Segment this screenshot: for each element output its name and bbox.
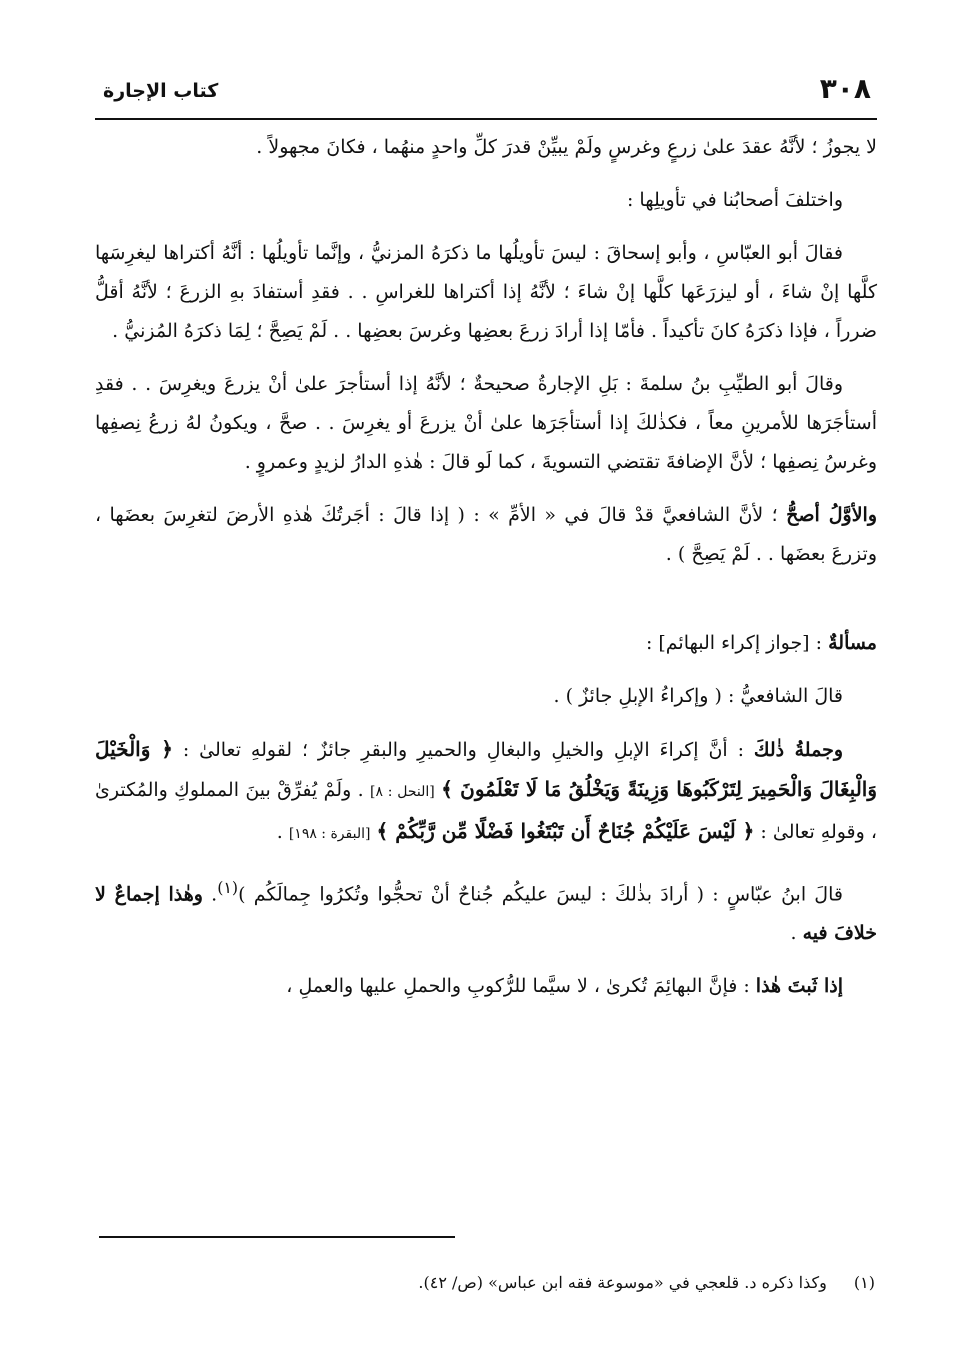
section-gap bbox=[95, 588, 877, 624]
masala-heading bbox=[95, 624, 877, 663]
footnote-text: وكذا ذكره د. قلعجي في «موسوعة فقه ابن عباس» (ص/ ٤٢). bbox=[418, 1273, 827, 1292]
masala-paragraph-2-cont: . ولَمْ يُفرِّقْ بينَ المملوكِ والمُكترىٰ ، وقولهِ تعالىٰ : bbox=[95, 779, 877, 843]
quran-verse-2: ﴿ لَيْسَ عَلَيْكُمْ جُنَاحٌ أَن تَبْتَغُوا فَضْلًا مِّن رَّبِّكُمْ ﴾ bbox=[376, 819, 755, 843]
consensus-end: . bbox=[790, 922, 803, 945]
verse-1-reference: [النحل : ٨] bbox=[370, 784, 435, 800]
paragraph-2: واختلفَ أصحابُنا في تأويلِها : bbox=[626, 189, 843, 211]
paragraph-3: فقالَ أبو العبّاسِ ، وأبو إسحاقَ : ليسَ تأويلُها ما ذكرَهُ المزنيُّ ، وإنَّما تأويلُها : أنَّهُ أكتراها ليغرِسَها كلَّها إنْ شاءَ ، أو ليزرَعَها كلَّها إنْ شاءَ ؛ لأنَّهُ إذا أكتراها للغراسِ . . فقدِ أستفادَ بهِ الزرعَ ؛ لأنَّهُ أقلُّ ضرراً ، فإذا ذكرَهُ كانَ تأكيداً . فأمّا إذا أرادَ زرعَ بعضِها وغرسَ بعضِها . . لَمْ يَصِحَّ ؛ لِمَا ذكرَهُ المُزنيُّ . bbox=[95, 242, 877, 342]
masala-paragraph-1: قالَ الشافعيُّ : ( وإكراءُ الإبلِ جائزٌ ) . bbox=[553, 685, 843, 707]
quran-verse-1: ﴿ وَالْخَيْلَ وَالْبِغَالَ وَالْحَمِيرَ لِتَرْكَبُوهَا وَزِينَةً وَيَخْلُقُ مَا لَا تَعْلَمُونَ ﴾ bbox=[95, 737, 878, 801]
page-header bbox=[95, 72, 877, 114]
paragraph-5-text: ؛ لأنَّ الشافعيَّ قدْ قالَ في « الأمِّ » : ( إذا قالَ : أجَرتُكَ هٰذهِ الأرضَ لتغرِسَ بعضَها ، وتزرعَ بعضَها . . لَمْ يَصِحَّ ) . bbox=[95, 504, 877, 565]
masala-paragraph-4-text: : فإنَّ البهائِمَ تُكرىٰ ، لا سيَّما للرُّكوبِ والحملِ عليها والعملِ ، bbox=[286, 975, 756, 998]
paragraph-1: لا يجوزُ ؛ لأنَّهُ عقدَ علىٰ زرعٍ وغرسٍ ولَمْ يبيِّنْ قدرَ كلِّ واحدٍ منهُما ، فكانَ مجهولاً . bbox=[256, 136, 877, 158]
header-rule bbox=[95, 118, 877, 120]
footnote bbox=[95, 1270, 875, 1296]
masala-paragraph-4-lead: إذا ثَبتَ هٰذا bbox=[755, 975, 843, 998]
ibn-abbas-quote: قالَ ابنُ عبّاسٍ : ( أرادَ بذٰلكَ : ليسَ عليكُم جُناحٌ أنْ تحجُّوا وتُكرُوا جِمالَكُم ) bbox=[238, 883, 843, 906]
masala-label: مسألةٌ bbox=[828, 632, 877, 654]
masala-paragraph-2-text: : أنَّ إكراءَ الإبلِ والخيلِ والبغالِ والحميرِ والبقرِ جائزٌ ؛ لقولهِ تعالىٰ : bbox=[182, 739, 754, 761]
masala-title: : [جواز إكراء البهائم] : bbox=[645, 632, 829, 654]
consensus-statement: وهٰذا إجماعٌ لا خلافَ فيه bbox=[95, 883, 877, 945]
masala-paragraph-3 bbox=[95, 868, 877, 953]
quote-end: . bbox=[211, 883, 218, 906]
running-title: كتاب الإجارة bbox=[103, 80, 219, 102]
masala-paragraph-4 bbox=[95, 967, 877, 1006]
footnote-rule bbox=[99, 1236, 455, 1238]
page-number: ٣٠٨ bbox=[819, 72, 871, 105]
verse-2-reference: [البقرة : ١٩٨] bbox=[288, 826, 371, 842]
paragraph-4: وقالَ أبو الطيِّبِ بنُ سلمةَ : بَلِ الإجارةُ صحيحةٌ ؛ لأنَّهُ إذا أستأجرَ علىٰ أنْ يزرعَ ويغرِسَ . . فقدِ أستأجَرَها للأمرينِ معاً ، فكذٰلكَ إذا أستأجَرَها علىٰ أنْ يزرعَ أو يغرِسَ . . صحَّ ، ويكونُ لهُ زرعُ نِصفِها وغرسُ نِصفِها ؛ لأنَّ الإضافةَ تقتضي التسويةَ ، كما لَو قالَ : هٰذهِ الدارُ لزيدٍ وعمروٍ . bbox=[95, 373, 877, 473]
masala-paragraph-2 bbox=[95, 730, 877, 854]
main-text bbox=[95, 128, 877, 1020]
paragraph-5-lead: والأوَّلُ أصحُّ bbox=[786, 504, 877, 526]
paragraph-5 bbox=[95, 496, 877, 574]
masala-paragraph-2-lead: وجملةُ ذٰلكَ bbox=[753, 739, 843, 761]
masala-paragraph-2-end: . bbox=[276, 821, 289, 843]
footnote-marker: (١) bbox=[217, 878, 239, 897]
book-page bbox=[95, 72, 877, 1332]
footnote-number: (١) bbox=[853, 1273, 875, 1292]
